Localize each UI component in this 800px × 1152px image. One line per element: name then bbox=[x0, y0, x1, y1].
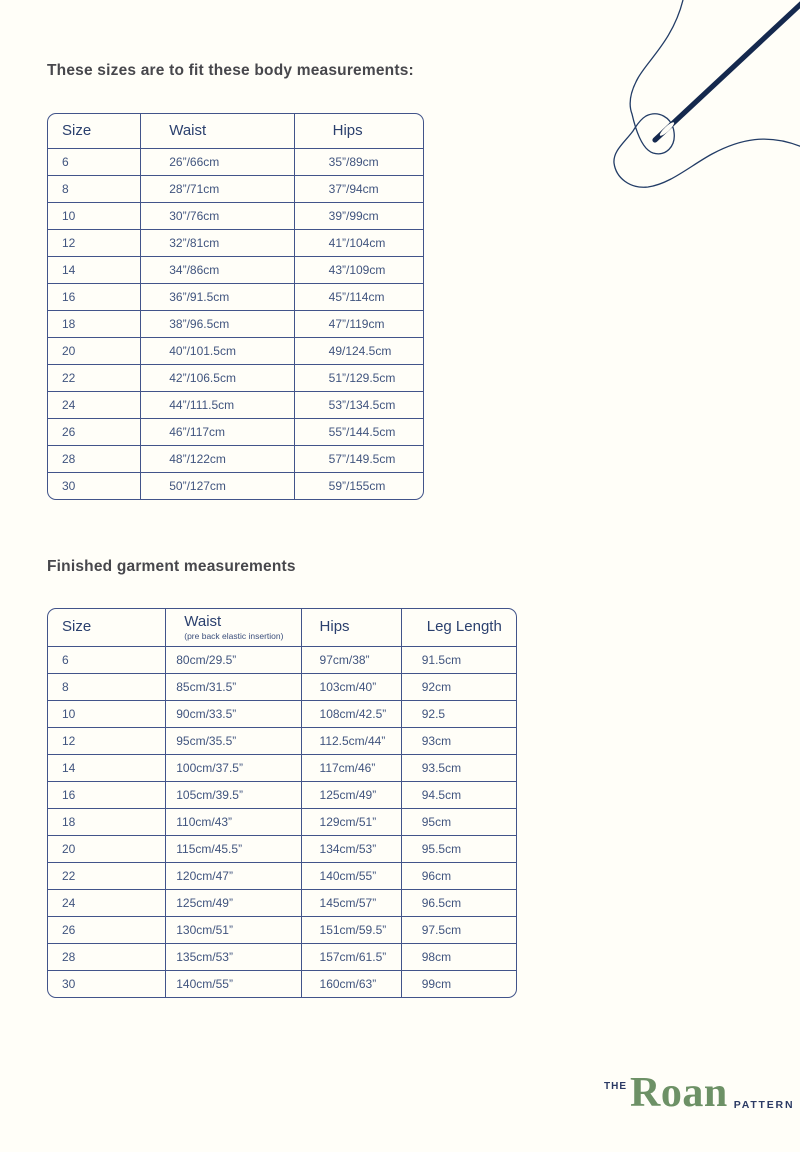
needle-thread-illustration bbox=[590, 0, 800, 260]
table-cell: 92cm bbox=[401, 674, 516, 701]
needle-shaft bbox=[655, 2, 800, 140]
table-cell: 14 bbox=[48, 257, 141, 284]
table-cell: 26 bbox=[48, 419, 141, 446]
table-cell: 98cm bbox=[401, 944, 516, 971]
table-cell: 97cm/38” bbox=[301, 647, 401, 674]
column-header bbox=[141, 114, 294, 149]
finished-garment-table-container bbox=[47, 608, 517, 998]
table-cell: 97.5cm bbox=[401, 917, 516, 944]
table-cell: 117cm/46” bbox=[301, 755, 401, 782]
table-cell: 93.5cm bbox=[401, 755, 516, 782]
table-row bbox=[48, 392, 424, 419]
table-cell: 112.5cm/44” bbox=[301, 728, 401, 755]
table-row bbox=[48, 755, 517, 782]
table-cell: 24 bbox=[48, 890, 166, 917]
table-cell: 39”/99cm bbox=[294, 203, 423, 230]
table-cell: 16 bbox=[48, 782, 166, 809]
table-cell: 157cm/61.5” bbox=[301, 944, 401, 971]
table-cell: 36”/91.5cm bbox=[141, 284, 294, 311]
table-cell: 8 bbox=[48, 674, 166, 701]
table-row bbox=[48, 473, 424, 500]
table-row bbox=[48, 890, 517, 917]
table-cell: 105cm/39.5” bbox=[166, 782, 301, 809]
table-cell: 38”/96.5cm bbox=[141, 311, 294, 338]
table-cell: 30 bbox=[48, 473, 141, 500]
table-cell: 57”/149.5cm bbox=[294, 446, 423, 473]
table-cell: 51”/129.5cm bbox=[294, 365, 423, 392]
table-row bbox=[48, 944, 517, 971]
body-measurements-heading: These sizes are to fit these body measurements: bbox=[47, 62, 414, 79]
table-cell: 42”/106.5cm bbox=[141, 365, 294, 392]
table-cell: 99cm bbox=[401, 971, 516, 998]
table-cell: 24 bbox=[48, 392, 141, 419]
table-row bbox=[48, 728, 517, 755]
table-cell: 28 bbox=[48, 446, 141, 473]
table-cell: 34”/86cm bbox=[141, 257, 294, 284]
table-row bbox=[48, 338, 424, 365]
table-cell: 55”/144.5cm bbox=[294, 419, 423, 446]
table-cell: 28 bbox=[48, 944, 166, 971]
table-cell: 10 bbox=[48, 701, 166, 728]
table-cell: 135cm/53” bbox=[166, 944, 301, 971]
table-cell: 28”/71cm bbox=[141, 176, 294, 203]
table-cell: 26”/66cm bbox=[141, 149, 294, 176]
column-header bbox=[301, 609, 401, 647]
table-cell: 20 bbox=[48, 836, 166, 863]
table-cell: 14 bbox=[48, 755, 166, 782]
table-cell: 30”/76cm bbox=[141, 203, 294, 230]
table-cell: 6 bbox=[48, 149, 141, 176]
column-header bbox=[48, 114, 141, 149]
table-cell: 18 bbox=[48, 809, 166, 836]
table-cell: 12 bbox=[48, 728, 166, 755]
table-cell: 6 bbox=[48, 647, 166, 674]
table-row bbox=[48, 809, 517, 836]
table-cell: 94.5cm bbox=[401, 782, 516, 809]
table-cell: 22 bbox=[48, 863, 166, 890]
header-row bbox=[48, 114, 424, 149]
table-cell: 85cm/31.5” bbox=[166, 674, 301, 701]
table-cell: 120cm/47” bbox=[166, 863, 301, 890]
table-cell: 103cm/40” bbox=[301, 674, 401, 701]
table-row bbox=[48, 863, 517, 890]
table-cell: 115cm/45.5” bbox=[166, 836, 301, 863]
brand-logo bbox=[604, 1072, 794, 1114]
table-row bbox=[48, 419, 424, 446]
table-cell: 95cm bbox=[401, 809, 516, 836]
table-cell: 35”/89cm bbox=[294, 149, 423, 176]
table-cell: 48”/122cm bbox=[141, 446, 294, 473]
table-row bbox=[48, 230, 424, 257]
table-cell: 140cm/55” bbox=[301, 863, 401, 890]
table-cell: 53”/134.5cm bbox=[294, 392, 423, 419]
table-cell: 92.5 bbox=[401, 701, 516, 728]
table-cell: 160cm/63” bbox=[301, 971, 401, 998]
column-label: Hips bbox=[332, 121, 363, 139]
table-row bbox=[48, 176, 424, 203]
table-cell: 41”/104cm bbox=[294, 230, 423, 257]
table-cell: 44”/111.5cm bbox=[141, 392, 294, 419]
table-cell: 59”/155cm bbox=[294, 473, 423, 500]
table-cell: 18 bbox=[48, 311, 141, 338]
table-cell: 100cm/37.5” bbox=[166, 755, 301, 782]
table-cell: 50”/127cm bbox=[141, 473, 294, 500]
table-row bbox=[48, 257, 424, 284]
table-row bbox=[48, 365, 424, 392]
table-cell: 110cm/43” bbox=[166, 809, 301, 836]
table-cell: 95cm/35.5” bbox=[166, 728, 301, 755]
logo-the-label: THE bbox=[604, 1081, 627, 1092]
table-cell: 95.5cm bbox=[401, 836, 516, 863]
table-row bbox=[48, 836, 517, 863]
table-cell: 130cm/51” bbox=[166, 917, 301, 944]
column-header bbox=[294, 114, 423, 149]
table-row bbox=[48, 701, 517, 728]
table-cell: 22 bbox=[48, 365, 141, 392]
column-header bbox=[401, 609, 516, 647]
table-row bbox=[48, 203, 424, 230]
table-cell: 90cm/33.5” bbox=[166, 701, 301, 728]
table-row bbox=[48, 917, 517, 944]
column-label: Waist bbox=[169, 121, 207, 139]
table-cell: 96cm bbox=[401, 863, 516, 890]
table-cell: 40”/101.5cm bbox=[141, 338, 294, 365]
table-row bbox=[48, 647, 517, 674]
table-cell: 151cm/59.5” bbox=[301, 917, 401, 944]
table-cell: 47”/119cm bbox=[294, 311, 423, 338]
column-label: Size bbox=[62, 121, 92, 139]
table-cell: 145cm/57” bbox=[301, 890, 401, 917]
column-label: Waist bbox=[184, 612, 222, 630]
table-cell: 125cm/49” bbox=[301, 782, 401, 809]
table-row bbox=[48, 446, 424, 473]
logo-pattern-label: PATTERN bbox=[733, 1099, 795, 1111]
table-cell: 26 bbox=[48, 917, 166, 944]
finished-garment-heading: Finished garment measurements bbox=[47, 558, 296, 575]
table-cell: 93cm bbox=[401, 728, 516, 755]
table-row bbox=[48, 149, 424, 176]
column-label: Hips bbox=[319, 618, 350, 636]
table-cell: 45”/114cm bbox=[294, 284, 423, 311]
table-row bbox=[48, 674, 517, 701]
table-cell: 80cm/29.5” bbox=[166, 647, 301, 674]
table-cell: 108cm/42.5” bbox=[301, 701, 401, 728]
column-label: Leg Length bbox=[426, 618, 502, 636]
column-sublabel: (pre back elastic insertion) bbox=[184, 631, 284, 642]
table-cell: 96.5cm bbox=[401, 890, 516, 917]
body-measurements-table bbox=[47, 113, 424, 500]
table-cell: 49/124.5cm bbox=[294, 338, 423, 365]
table-cell: 16 bbox=[48, 284, 141, 311]
table-row bbox=[48, 311, 424, 338]
table-cell: 10 bbox=[48, 203, 141, 230]
column-header bbox=[166, 609, 301, 647]
logo-brand-name: Roan bbox=[630, 1070, 728, 1116]
table-row bbox=[48, 971, 517, 998]
table-cell: 12 bbox=[48, 230, 141, 257]
table-cell: 91.5cm bbox=[401, 647, 516, 674]
header-row bbox=[48, 609, 517, 647]
table-cell: 20 bbox=[48, 338, 141, 365]
column-label: Size bbox=[62, 618, 92, 636]
table-cell: 43”/109cm bbox=[294, 257, 423, 284]
table-cell: 134cm/53” bbox=[301, 836, 401, 863]
table-cell: 129cm/51” bbox=[301, 809, 401, 836]
column-header bbox=[48, 609, 166, 647]
table-cell: 37”/94cm bbox=[294, 176, 423, 203]
table-cell: 140cm/55” bbox=[166, 971, 301, 998]
table-cell: 30 bbox=[48, 971, 166, 998]
table-cell: 125cm/49” bbox=[166, 890, 301, 917]
table-row bbox=[48, 284, 424, 311]
table-cell: 32”/81cm bbox=[141, 230, 294, 257]
finished-garment-table bbox=[47, 608, 517, 998]
table-cell: 8 bbox=[48, 176, 141, 203]
table-row bbox=[48, 782, 517, 809]
body-measurements-table-container bbox=[47, 113, 424, 500]
table-cell: 46”/117cm bbox=[141, 419, 294, 446]
